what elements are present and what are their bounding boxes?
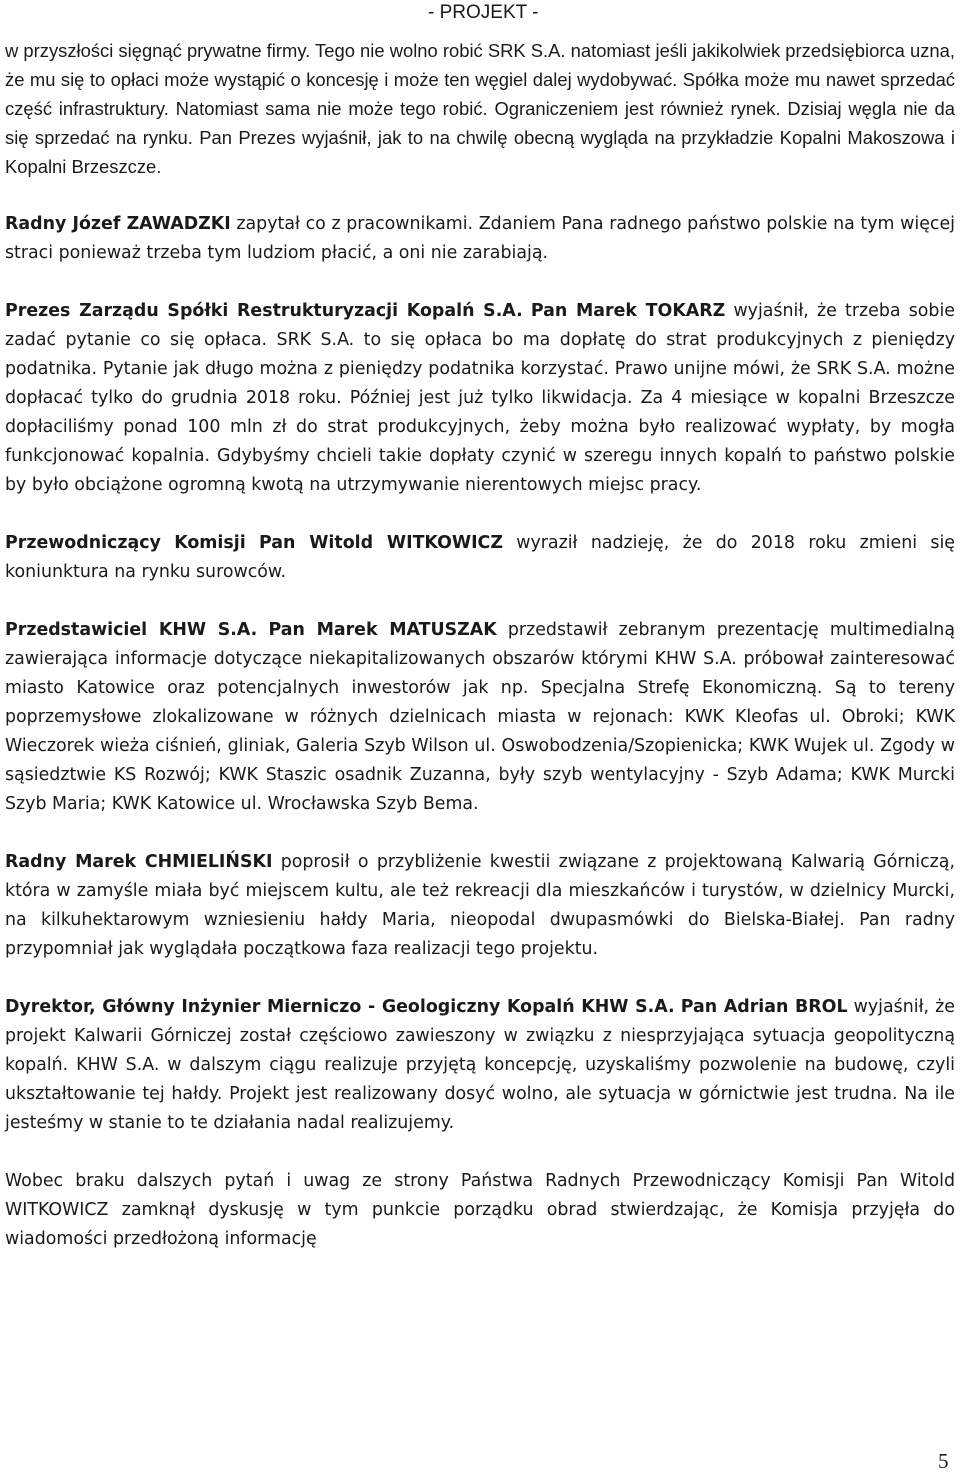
paragraph-5	[5, 616, 955, 819]
speaker-name: Pan Witold WITKOWICZ	[259, 533, 503, 553]
speaker-name: Radny Józef ZAWADZKI	[5, 214, 231, 234]
speaker-title: Dyrektor, Główny Inżynier Mierniczo - Geologiczny Kopalń KHW S.A.	[5, 997, 675, 1017]
paragraph-7	[5, 993, 955, 1138]
paragraph-1-text-cont: Pan Prezes wyjaśnił, jak to na chwilę obecną wygląda na przykładzie Kopalni Makoszowa i Kopalni Brzeszcze.	[5, 127, 956, 177]
speaker-title: Przedstawiciel KHW S.A.	[5, 620, 258, 640]
header-label: - PROJEKT -	[428, 2, 539, 23]
paragraph-1-text: w przyszłości sięgnąć prywatne firmy. Tego nie wolno robić SRK S.A. natomiast jeśli jakikolwiek przedsiębiorca uzna, że mu się to opłaci może wystąpić o koncesję i może ten węgiel dalej wydobywać. Spółka może mu nawet sprzedać część infrastruktury. Natomiast sama nie może tego robić. Ograniczeniem jest również rynek. Dzisiaj węgla nie da się sprzedać na rynku.	[5, 40, 955, 148]
speaker-name: Pan Marek MATUSZAK	[268, 620, 497, 640]
paragraph-8-text: Wobec braku dalszych pytań i uwag ze strony Państwa Radnych Przewodniczący Komisji Pan Witold WITKOWICZ zamknął dyskusję w tym punkcie porządku obrad stwierdzając, że Komisja przyjęła do wiadomości przedłożoną informację	[5, 1171, 955, 1249]
paragraph-4	[5, 529, 955, 587]
speaker-title-cont: Komisji	[174, 533, 246, 553]
paragraph-8	[5, 1167, 955, 1254]
paragraph-1	[5, 36, 955, 181]
paragraph-2-text: zapytał co z pracownikami. Zdaniem Pana radnego państwo polskie na tym więcej straci ponieważ trzeba tym ludziom płacić, a oni nie zarabiają.	[5, 214, 955, 263]
paragraph-4-text: wyraził nadzieję, że do 2018 roku zmieni się koniunktura na rynku surowców.	[5, 533, 955, 582]
page-number: 5	[938, 1449, 949, 1473]
speaker-name: Radny Marek CHMIELIŃSKI	[5, 852, 273, 872]
paragraph-3-text: wyjaśnił, że trzeba sobie zadać pytanie co się opłaca. SRK S.A. to się opłaca bo ma dopłatę do strat produkcyjnych z pieniędzy podatnika. Pytanie jak długo można z pieniędzy podatnika korzystać. Prawo unijne mówi, że SRK S.A. możne dopłacać tylko do grudnia 2018 roku. Później jest już tylko likwidacja. Za 4 miesiące w kopalni Brzeszcze dopłaciliśmy ponad 100 mln zł do strat produkcyjnych, żeby można było realizować wypłaty, by mogła funkcjonować kopalnia. Gdybyśmy chcieli takie dopłaty czynić w szeregu innych kopalń to państwo polskie by było obciążone ogromną kwotą na utrzymywanie nierentowych miejsc pracy.	[5, 301, 955, 495]
paragraph-3	[5, 297, 955, 500]
speaker-name: Pan Marek TOKARZ	[530, 301, 726, 321]
paragraph-5-text: przedstawił zebranym prezentację multimedialną zawierająca informacje dotyczące niekapitalizowanych obszarów którymi KHW S.A. próbował zainteresować miasto Katowice oraz potencjalnych inwestorów jak np. Specjalna Strefę Ekonomiczną. Są to tereny poprzemysłowe zlokalizowane w różnych dzielnicach miasta w rejonach: KWK Kleofas ul. Obroki; KWK Wieczorek wieża ciśnień, gliniak, Galeria Szyb Wilson ul. Oswobodzenia/Szopienicka; KWK Wujek ul. Zgody w sąsiedztwie KS Rozwój; KWK Staszic osadnik Zuzanna, były szyb wentylacyjny - Szyb Adama; KWK Murcki Szyb Maria; KWK Katowice ul. Wrocławska Szyb Bema.	[5, 620, 955, 814]
document-body	[5, 36, 955, 1254]
paragraph-2	[5, 210, 955, 268]
speaker-title: Prezes Zarządu Spółki Restrukturyzacji Kopalń S.A.	[5, 301, 523, 321]
speaker-name: Pan Adrian BROL	[680, 997, 848, 1017]
speaker-title: Przewodniczący	[5, 533, 161, 553]
paragraph-6-text: poprosił o przybliżenie kwestii związane z projektowaną Kalwarią Górniczą, która w zamyśle miała być miejscem kultu, ale też rekreacji dla mieszkańców i turystów, w dzielnicy Murcki, na kilkuhektarowym wzniesieniu hałdy Maria, nieopodal dwupasmówki do Bielska-Białej. Pan radny przypomniał jak wyglądała początkowa faza realizacji tego projektu.	[5, 852, 955, 959]
paragraph-6	[5, 848, 955, 964]
paragraph-7-text: wyjaśnił, że projekt Kalwarii Górniczej został częściowo zawieszony w związku z niesprzyjająca sytuacja geopolityczną kopalń. KHW S.A. w dalszym ciągu realizuje przyjętą koncepcję, uzyskaliśmy pozwolenie na budowę, czyli ukształtowanie tej hałdy. Projekt jest realizowany dosyć wolno, ale sytuacja w górnictwie jest trudna. Na ile jesteśmy w stanie to te działania nadal realizujemy.	[5, 997, 955, 1133]
page-header	[0, 0, 960, 30]
